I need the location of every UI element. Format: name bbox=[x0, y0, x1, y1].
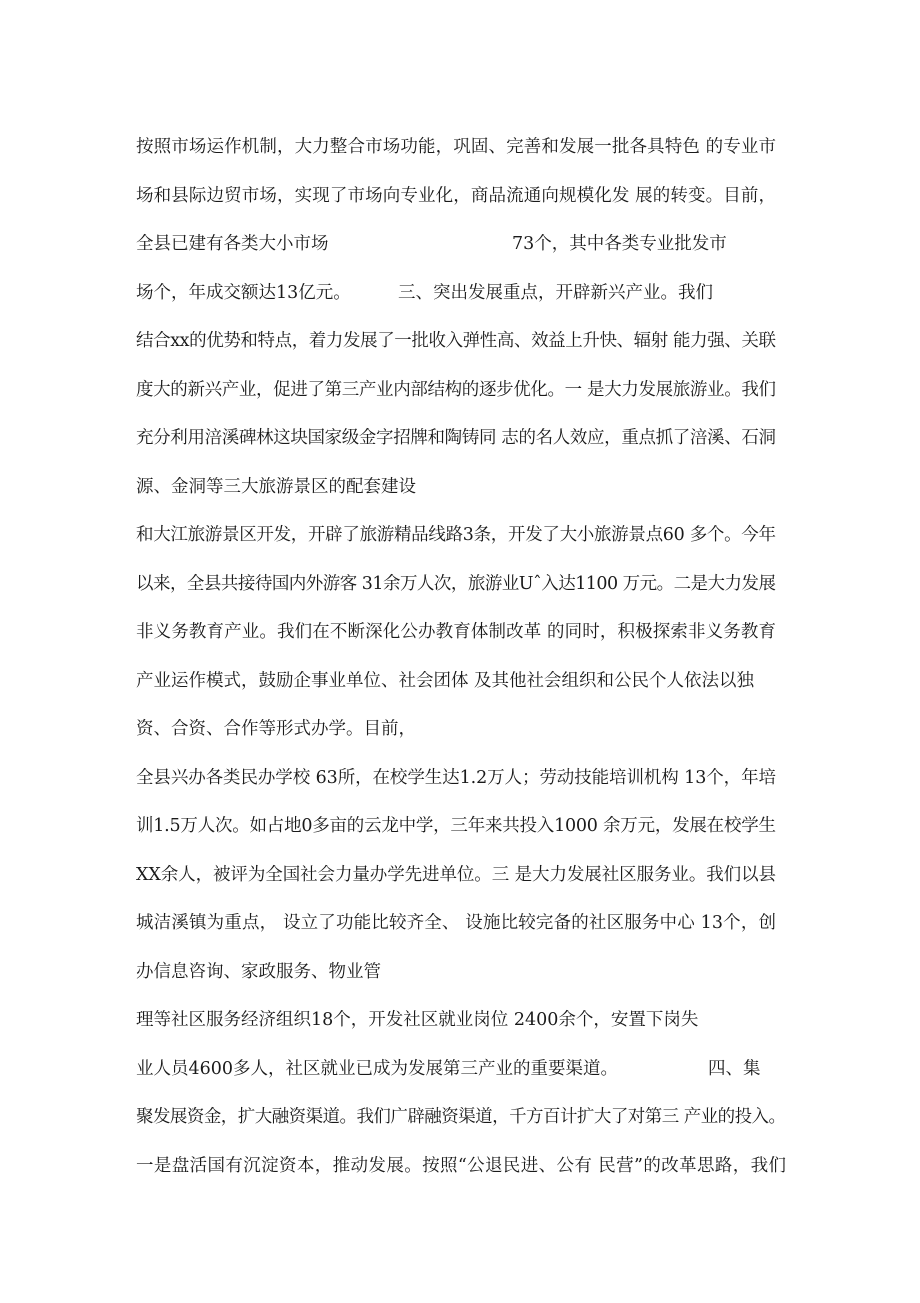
text-line bbox=[0, 375, 920, 405]
text-line bbox=[0, 1102, 920, 1132]
line-text: 城洁溪镇为重点， 设立了功能比较齐全、 设施比较完备的社区服务中心 13个，创 bbox=[136, 913, 777, 933]
line-text: 场个，年成交额达13亿元。 bbox=[136, 283, 351, 303]
line-text: 源、金洞等三大旅游景区的配套建设 bbox=[136, 477, 416, 497]
line-text: XX余人，被评为全国社会力量办学先进单位。三 是大力发展社区服务业。我们以县 bbox=[136, 865, 776, 885]
text-line bbox=[0, 617, 920, 647]
line-text: 聚发展资金，扩大融资渠道。我们广辟融资渠道，千方百计扩大了对第三 产业的投入。 bbox=[136, 1107, 786, 1127]
text-line bbox=[0, 278, 920, 308]
text-line bbox=[0, 860, 920, 890]
text-line bbox=[0, 472, 920, 502]
line-text: 全县已建有各类大小市场 bbox=[136, 234, 329, 254]
line-text: 三、突出发展重点，开辟新兴产业。我们 bbox=[398, 283, 713, 303]
line-text: 结合xx的优势和特点，着力发展了一批收入弹性高、效益上升快、辐射 能力强、关联 bbox=[136, 331, 776, 351]
text-line bbox=[0, 908, 920, 938]
line-text: 73个，其中各类专业批发市 bbox=[512, 234, 727, 254]
text-line bbox=[0, 181, 920, 211]
line-text: 以来，全县共接待国内外游客 31余万人次，旅游业Uˆ入达1100 万元。二是大力发展 bbox=[136, 574, 776, 594]
line-text: 产业运作模式，鼓励企事业单位、社会团体 及其他社会组织和公民个人依法以独 bbox=[136, 671, 755, 691]
text-line bbox=[0, 423, 920, 453]
line-text: 业人员4600多人，社区就业已成为发展第三产业的重要渠道。 bbox=[136, 1059, 619, 1079]
text-line bbox=[0, 520, 920, 550]
text-line bbox=[0, 132, 920, 162]
text-line bbox=[0, 811, 920, 841]
text-line bbox=[0, 1054, 920, 1084]
line-text: 和大江旅游景区开发，开辟了旅游精品线路3条，开发了大小旅游景点60 多个。今年 bbox=[136, 525, 776, 545]
text-line bbox=[0, 1005, 920, 1035]
line-text: 按照市场运作机制，大力整合市场功能，巩固、完善和发展一批各具特色 的专业市 bbox=[136, 137, 777, 157]
text-line bbox=[0, 1151, 920, 1181]
text-line bbox=[0, 326, 920, 356]
text-line bbox=[0, 569, 920, 599]
line-text: 理等社区服务经济组织18个，开发社区就业岗位 2400余个，安置下岗失 bbox=[136, 1010, 699, 1030]
line-text: 四、集 bbox=[708, 1059, 761, 1079]
line-text: 训1.5万人次。如占地0多亩的云龙中学，三年来共投入1000 余万元，发展在校学生 bbox=[136, 816, 776, 836]
text-line bbox=[0, 957, 920, 987]
line-text: 一是盘活国有沉淀资本，推动发展。按照“公退民进、公有 民营”的改革思路，我们 bbox=[136, 1156, 787, 1176]
line-text: 充分利用涪溪碑林这块国家级金字招牌和陶铸同 志的名人效应，重点抓了涪溪、石洞 bbox=[136, 428, 776, 448]
text-line bbox=[0, 714, 920, 744]
line-text: 非义务教育产业。我们在不断深化公办教育体制改革 的同时，积极探索非义务教育 bbox=[136, 622, 777, 642]
line-text: 全县兴办各类民办学校 63所，在校学生达1.2万人；劳动技能培训机构 13个，年培 bbox=[136, 768, 776, 788]
line-text: 场和县际边贸市场，实现了市场向专业化，商品流通向规模化发 展的转变。目前， bbox=[136, 186, 777, 206]
text-line bbox=[0, 763, 920, 793]
line-text: 度大的新兴产业，促进了第三产业内部结构的逐步优化。一 是大力发展旅游业。我们 bbox=[136, 380, 776, 400]
text-line bbox=[0, 666, 920, 696]
line-text: 办信息咨询、家政服务、物业管 bbox=[136, 962, 381, 982]
text-line bbox=[0, 229, 920, 259]
line-text: 资、合资、合作等形式办学。目前， bbox=[136, 719, 416, 739]
